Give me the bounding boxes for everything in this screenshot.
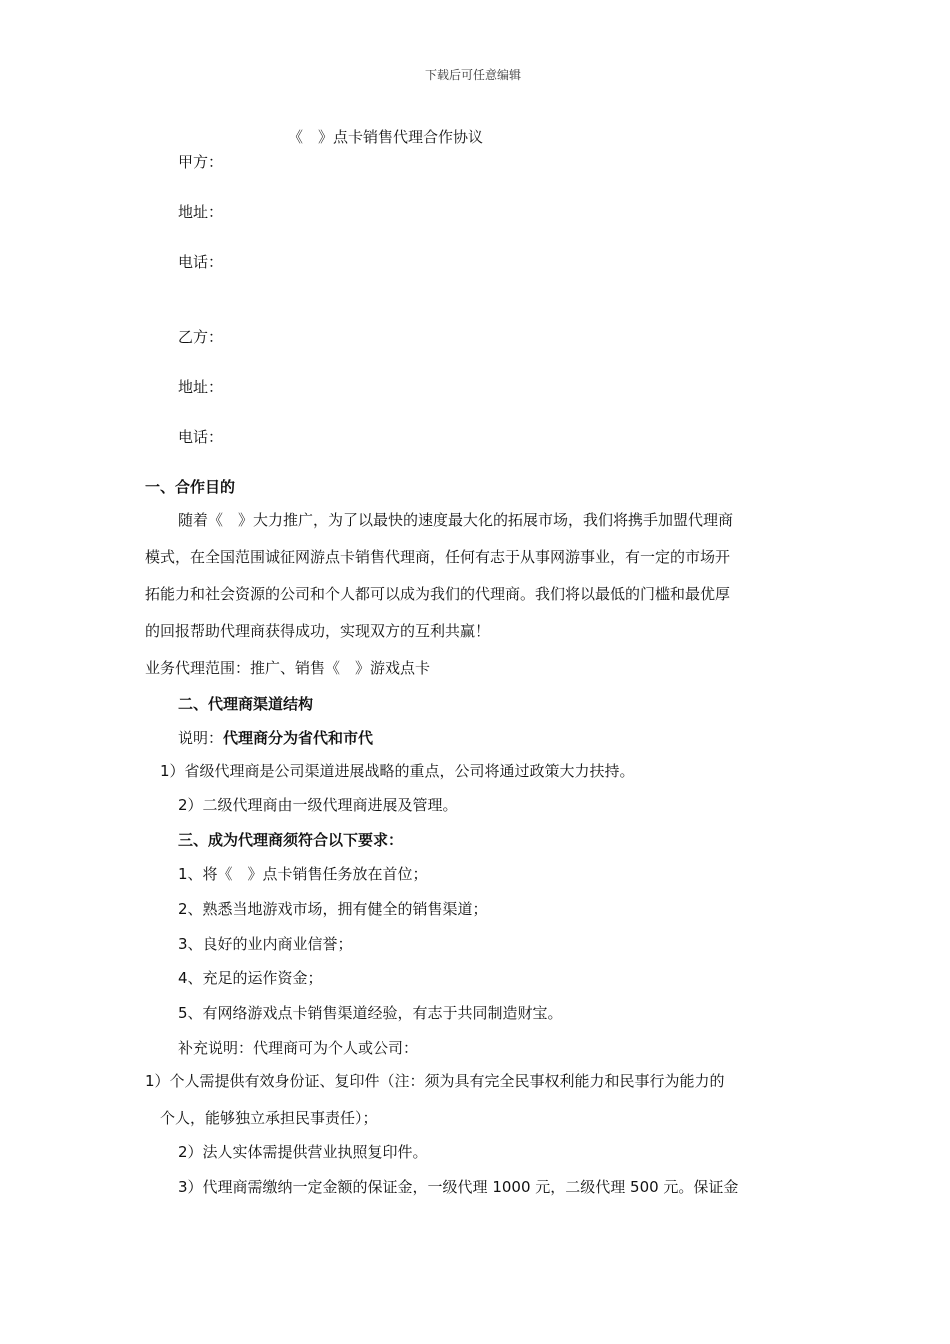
- supplement-item: 3）代理商需缴纳一定金额的保证金，一级代理 1000 元，二级代理 500 元。保证金: [178, 1178, 739, 1196]
- supplement-item: 个人，能够独立承担民事责任）；: [160, 1109, 378, 1127]
- document-title: 《 》点卡销售代理合作协议: [288, 128, 484, 146]
- section1-para-line: 模式，在全国范围诚征网游点卡销售代理商，任何有志于从事网游事业，有一定的市场开: [145, 548, 731, 566]
- section2-note-label: 说明：: [178, 729, 224, 747]
- section2-item: 1）省级代理商是公司渠道进展战略的重点，公司将通过政策大力扶持。: [160, 762, 635, 780]
- section2-item: 2）二级代理商由一级代理商进展及管理。: [178, 796, 458, 814]
- section3-heading: 三、成为代理商须符合以下要求：: [178, 831, 404, 849]
- party-a-phone-label: 电话：: [178, 253, 224, 271]
- section1-para-line: 的回报帮助代理商获得成功，实现双方的互利共赢！: [145, 622, 491, 640]
- supplement-item: 1）个人需提供有效身份证、复印件（注：须为具有完全民事权利能力和民事行为能力的: [145, 1072, 725, 1090]
- section1-para-line: 拓能力和社会资源的公司和个人都可以成为我们的代理商。我们将以最低的门槛和最优厚: [145, 585, 731, 603]
- supplement-note: 补充说明：代理商可为个人或公司：: [178, 1039, 419, 1057]
- requirement-item: 3、良好的业内商业信誉；: [178, 935, 353, 953]
- party-b-phone-label: 电话：: [178, 428, 224, 446]
- section2-note: [178, 728, 373, 748]
- section2-note-text: 代理商分为省代和市代: [223, 729, 374, 747]
- section2-heading: 二、代理商渠道结构: [178, 695, 314, 713]
- requirement-item: 2、熟悉当地游戏市场，拥有健全的销售渠道；: [178, 900, 488, 918]
- page-header: 下载后可任意编辑: [425, 68, 522, 82]
- requirement-item: 4、充足的运作资金；: [178, 969, 323, 987]
- requirement-item: 1、将《 》点卡销售任务放在首位；: [178, 865, 428, 883]
- section1-para-line: 随着《 》大力推广，为了以最快的速度最大化的拓展市场，我们将携手加盟代理商: [178, 511, 734, 529]
- party-b-address-label: 地址：: [178, 378, 224, 396]
- party-a-label: 甲方：: [178, 153, 224, 171]
- business-scope: 业务代理范围：推广、销售《 》游戏点卡: [145, 659, 431, 677]
- party-a-address-label: 地址：: [178, 203, 224, 221]
- section1-heading: 一、合作目的: [145, 478, 236, 496]
- party-b-label: 乙方：: [178, 328, 224, 346]
- requirement-item: 5、有网络游戏点卡销售渠道经验，有志于共同制造财宝。: [178, 1004, 563, 1022]
- supplement-item: 2）法人实体需提供营业执照复印件。: [178, 1143, 428, 1161]
